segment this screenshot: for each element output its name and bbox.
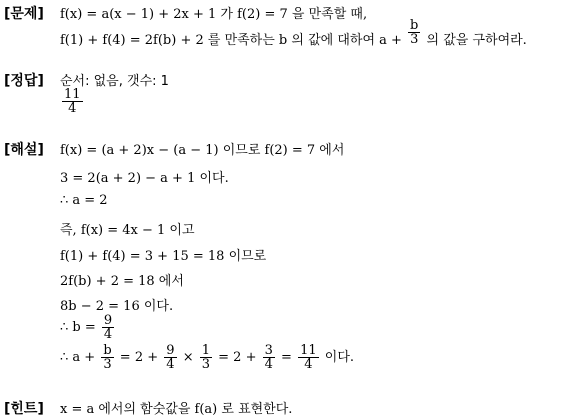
answer-fraction-line (60, 88, 85, 115)
answer-label: [정답] (4, 73, 44, 89)
problem-fraction-denominator: 3 (408, 32, 420, 46)
answer-fraction-numerator: 11 (64, 87, 81, 102)
solution-final-line (60, 344, 354, 371)
solution-b-line (60, 314, 116, 341)
solution-final-fraction-4-numerator: 3 (264, 343, 273, 358)
problem-line-2 (60, 19, 527, 53)
solution-final-fraction-1 (101, 344, 113, 371)
problem-line-2-suffix: 의 값을 구하여라. (426, 33, 527, 48)
solution-final-equals-2: = 2 + (218, 350, 257, 365)
solution-final-fraction-1-denominator: 3 (101, 357, 113, 371)
solution-final-suffix: 이다. (324, 350, 355, 365)
hint-text: x = a 에서의 함숫값을 f(a) 로 표현한다. (60, 402, 293, 417)
solution-final-fraction-2-denominator: 4 (166, 357, 175, 372)
solution-final-fraction-1-numerator: b (103, 343, 112, 358)
solution-b-prefix: ∴ b = (60, 320, 96, 335)
problem-line-1: f(x) = a(x − 1) + 2x + 1 가 f(2) = 7 을 만족할 때, (60, 7, 368, 22)
answer-fraction-denominator: 4 (62, 101, 83, 115)
solution-final-fraction-4-denominator: 4 (264, 357, 273, 372)
solution-line-1: f(x) = (a + 2)x − (a − 1) 이므로 f(2) = 7 에서 (60, 143, 345, 158)
solution-line-6: 2f(b) + 2 = 18 에서 (60, 274, 184, 289)
solution-b-numerator: 9 (103, 313, 113, 328)
solution-label: [해설] (4, 142, 44, 158)
problem-fraction (408, 19, 420, 46)
solution-final-fraction-4 (263, 344, 275, 371)
solution-final-fraction-5 (298, 344, 319, 371)
hint-label: [힌트] (4, 401, 44, 417)
solution-final-prefix: ∴ a + (60, 350, 96, 365)
solution-line-5: f(1) + f(4) = 3 + 15 = 18 이므로 (60, 249, 267, 264)
solution-line-4: 즉, f(x) = 4x − 1 이고 (60, 223, 195, 238)
solution-final-fraction-3-numerator: 1 (201, 343, 211, 358)
solution-final-equals-1: = 2 + (119, 350, 159, 365)
solution-b-denominator: 4 (103, 327, 113, 342)
solution-line-7: 8b − 2 = 16 이다. (60, 299, 174, 314)
answer-text: 순서: 없음, 갯수: 1 (60, 74, 169, 89)
solution-b-fraction (102, 314, 114, 341)
answer-fraction (62, 88, 83, 115)
problem-label: [문제] (4, 6, 44, 22)
problem-fraction-numerator: b (410, 18, 419, 33)
solution-final-fraction-3 (200, 344, 212, 371)
solution-line-2: 3 = 2(a + 2) − a + 1 이다. (60, 171, 229, 186)
solution-final-times: × (182, 350, 194, 365)
solution-final-fraction-2-numerator: 9 (166, 343, 175, 358)
solution-line-3: ∴ a = 2 (60, 193, 108, 208)
solution-final-fraction-5-numerator: 11 (300, 343, 317, 358)
problem-line-2-text: f(1) + f(4) = 2f(b) + 2 를 만족하는 b 의 값에 대하여 a + (60, 33, 402, 48)
solution-final-fraction-2 (164, 344, 176, 371)
solution-final-equals-3: = (281, 350, 292, 365)
solution-final-fraction-5-denominator: 4 (298, 357, 319, 371)
solution-final-fraction-3-denominator: 3 (201, 357, 211, 372)
